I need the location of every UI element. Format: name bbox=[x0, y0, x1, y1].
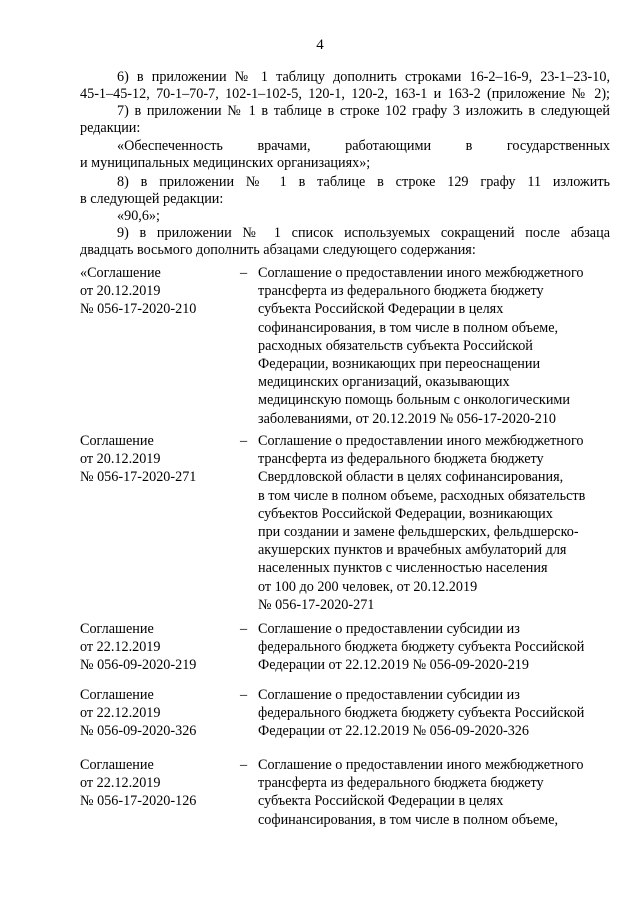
amendment-item-6-line-2: 45-1–45-12, 70-1–70-7, 102-1–102-5, 120-1, 120-2, 163-1 и 163-2 (приложение № 2); bbox=[80, 86, 610, 102]
quote-item-7-line-2: и муниципальных медицинских организациях»; bbox=[80, 155, 371, 171]
abbreviation-description: Соглашение о предоставлении субсидии из федерального бюджета бюджету субъекта Российской Федерации от 22.12.2019 № 056-09-2020-326 bbox=[258, 687, 585, 740]
abbreviation-description: Соглашение о предоставлении иного межбюджетного трансферта из федерального бюджета бюджету субъекта Российской Федерации в целях софинансирования, в том числе в полном объеме, bbox=[258, 757, 584, 828]
abbreviation-dash: – bbox=[240, 621, 248, 637]
abbreviation-description: Соглашение о предоставлении иного межбюджетного трансферта из федерального бюджета бюджету Свердловской области в целях софинансирования, в том числе в полном объеме, расходных обязательств субъектов Российской Федерации, возникающих при создании и замене фельдшерских, фельдшерско- акушерских пунктов и врачебных амбулаторий для населенных пунктов с численностью населения от 100 до 200 человек, от 20.12.2019 № 056-17-2020-271 bbox=[258, 433, 586, 613]
amendment-item-7-line-2: редакции: bbox=[80, 120, 141, 136]
abbreviation-name: Соглашение от 22.12.2019 № 056-09-2020-326 bbox=[80, 687, 197, 740]
abbreviation-name: Соглашение от 22.12.2019 № 056-09-2020-219 bbox=[80, 621, 197, 674]
quote-item-8: «90,6»; bbox=[117, 208, 160, 224]
amendment-item-8-line-1: 8) в приложении № 1 в таблице в строке 129 графу 11 изложить bbox=[117, 174, 610, 190]
abbreviation-name: Соглашение от 22.12.2019 № 056-17-2020-126 bbox=[80, 757, 197, 810]
abbreviation-dash: – bbox=[240, 265, 248, 281]
amendment-item-9-line-2: двадцать восьмого дополнить абзацами следующего содержания: bbox=[80, 242, 476, 258]
abbreviation-description: Соглашение о предоставлении иного межбюджетного трансферта из федерального бюджета бюджету субъекта Российской Федерации в целях софинансирования, в том числе в полном объеме, расходных обязательств субъекта Российской Федерации, возникающих при переоснащении медицинских организаций, оказывающих медицинскую помощь больным с онкологическими заболеваниями, от 20.12.2019 № 056-17-2020-210 bbox=[258, 265, 584, 427]
page-number: 4 bbox=[316, 37, 324, 53]
quote-item-7-line-1: «Обеспеченность врачами, работающими в государственных bbox=[117, 138, 610, 154]
abbreviation-dash: – bbox=[240, 757, 248, 773]
abbreviation-dash: – bbox=[240, 433, 248, 449]
amendment-item-9-line-1: 9) в приложении № 1 список используемых сокращений после абзаца bbox=[117, 225, 610, 241]
abbreviation-dash: – bbox=[240, 687, 248, 703]
amendment-item-7-line-1: 7) в приложении № 1 в таблице в строке 102 графу 3 изложить в следующей bbox=[117, 103, 610, 119]
abbreviation-name: «Соглашение от 20.12.2019 № 056-17-2020-210 bbox=[80, 265, 197, 318]
amendment-item-6-line-1: 6) в приложении № 1 таблицу дополнить строками 16-2–16-9, 23-1–23-10, bbox=[117, 69, 610, 85]
abbreviation-name: Соглашение от 20.12.2019 № 056-17-2020-271 bbox=[80, 433, 197, 486]
amendment-item-8-line-2: в следующей редакции: bbox=[80, 191, 224, 207]
abbreviation-description: Соглашение о предоставлении субсидии из федерального бюджета бюджету субъекта Российской Федерации от 22.12.2019 № 056-09-2020-219 bbox=[258, 621, 585, 674]
